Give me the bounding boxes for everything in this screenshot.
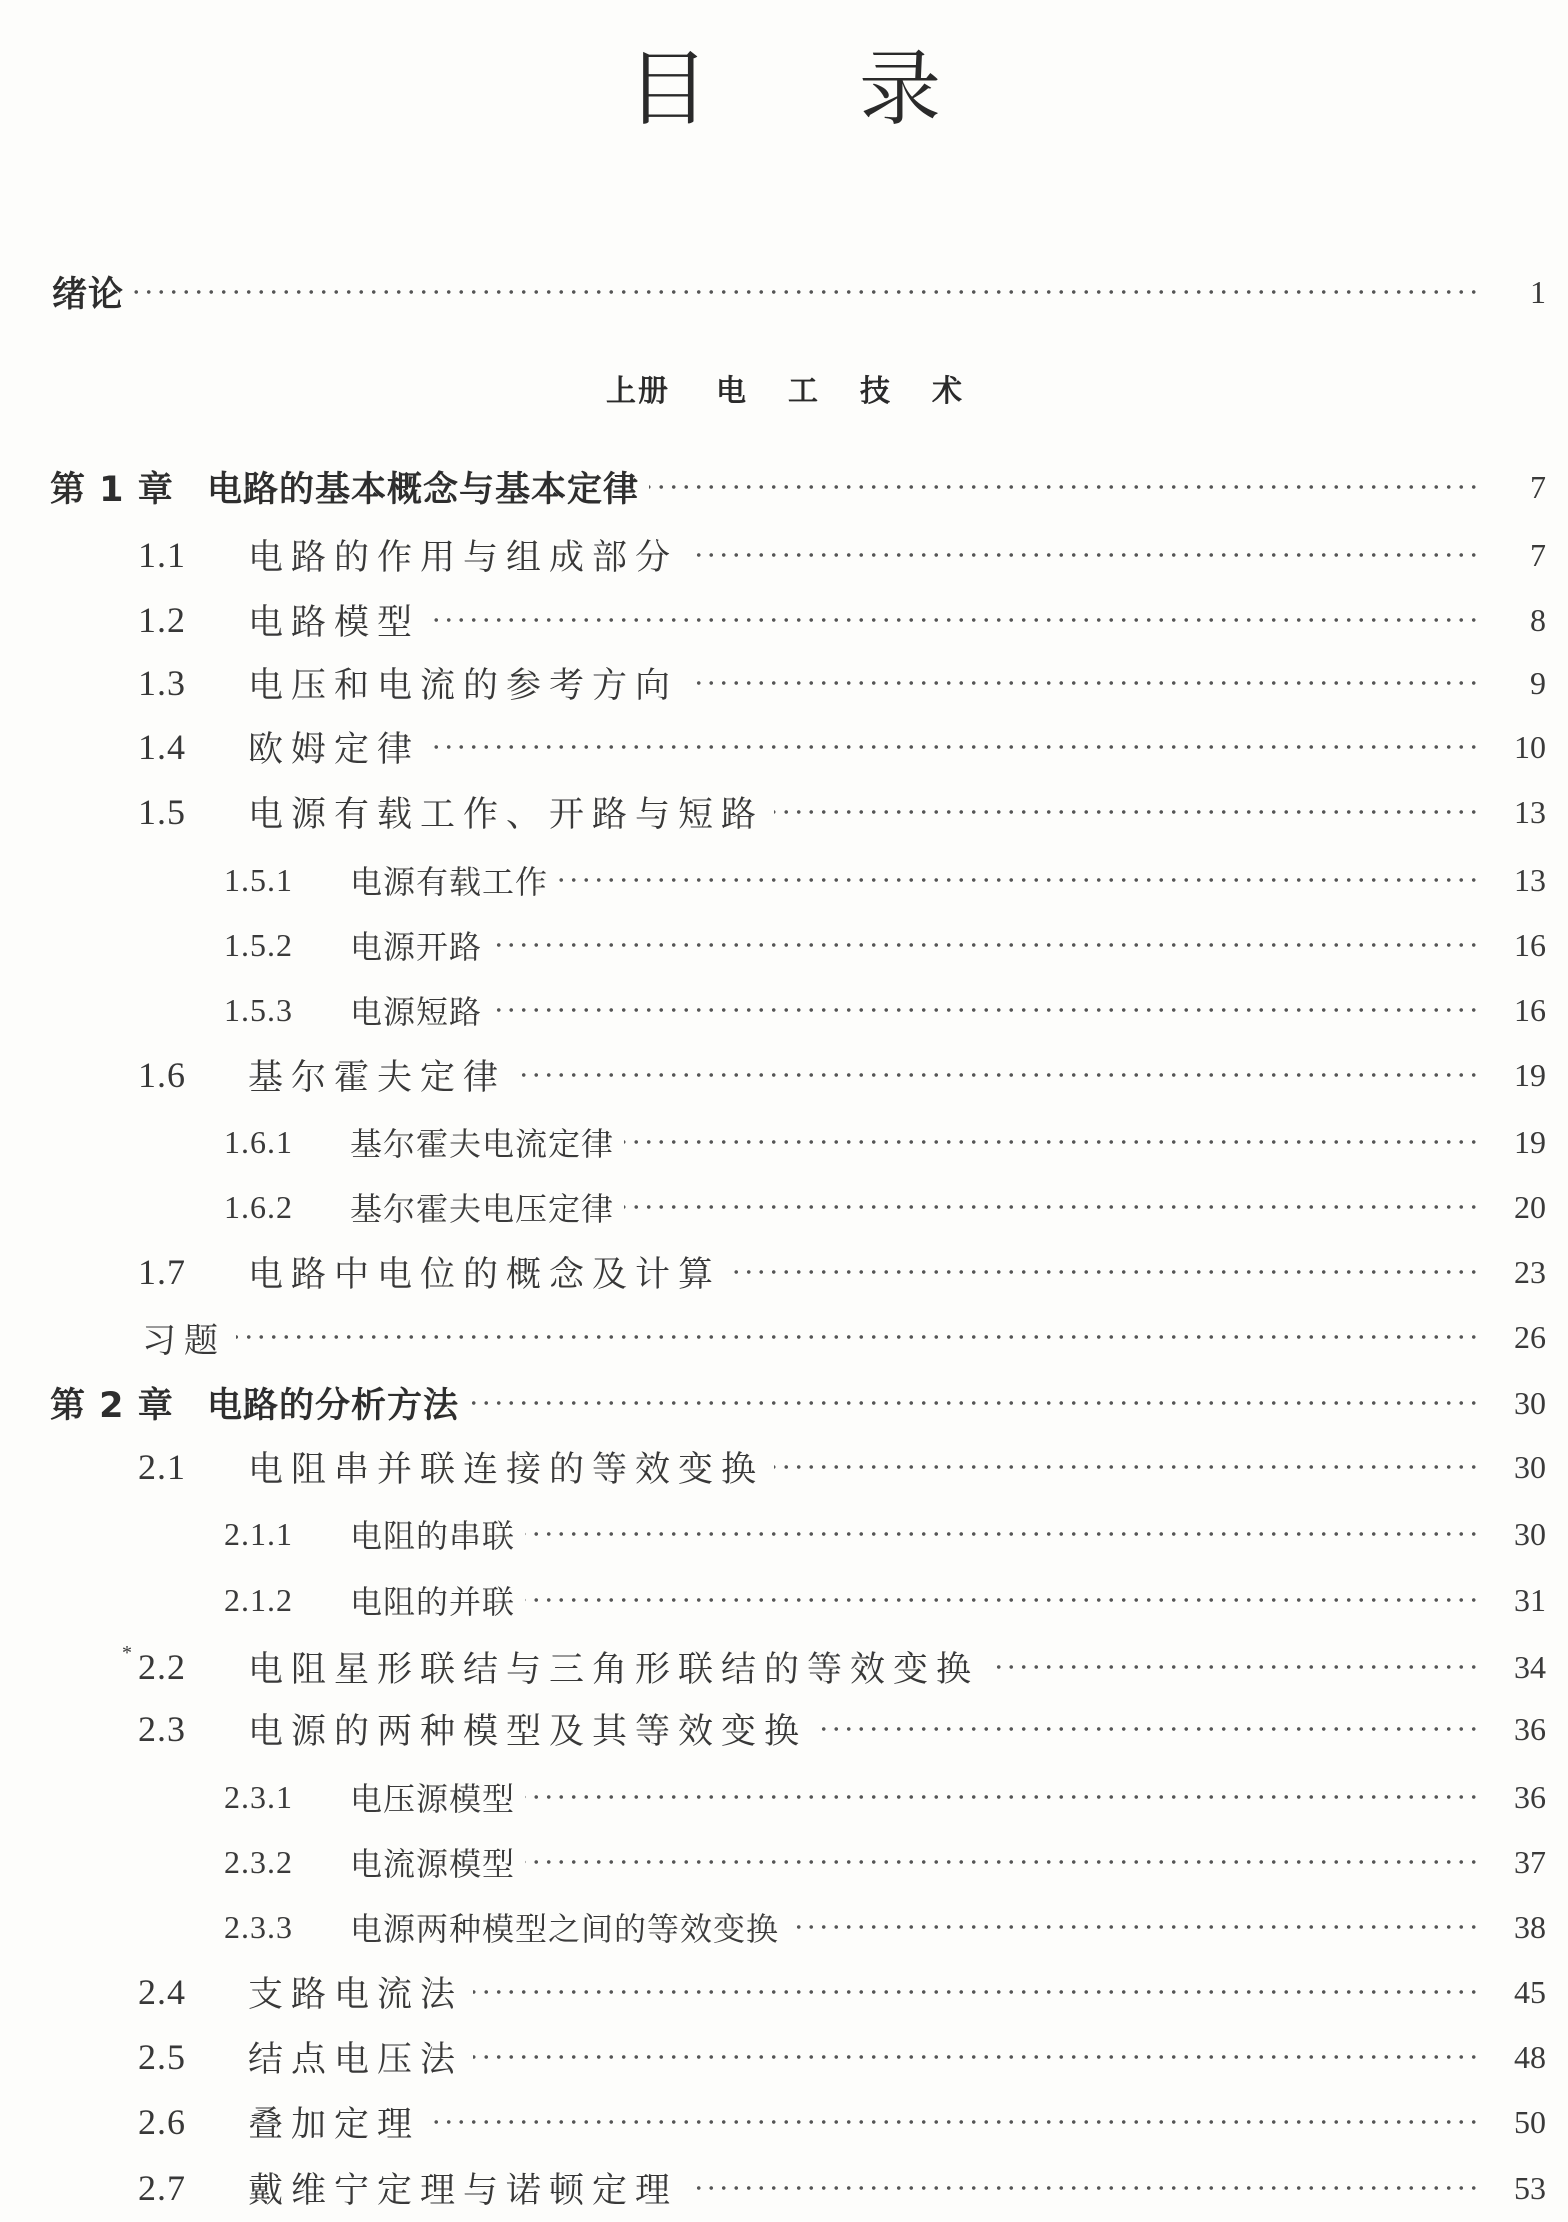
section-number: 2.5: [138, 2037, 186, 2077]
toc-entry-subsection-1-5-3[interactable]: [0, 985, 1568, 1035]
section-title: 电路的作用与组成部分: [248, 538, 679, 578]
subsection-number: 2.3.2: [224, 1843, 293, 1880]
page-number: 26: [1514, 1318, 1546, 1355]
section-number: 1.7: [138, 1252, 186, 1292]
section-title: 电压和电流的参考方向: [248, 666, 679, 706]
part-heading: [0, 366, 1568, 410]
page-number: 7: [1530, 468, 1546, 505]
toc-entry-section-2-3[interactable]: [0, 1704, 1568, 1754]
page-number: 10: [1514, 728, 1546, 765]
optional-section-marker: *: [122, 1642, 133, 1664]
volume-label: 上册: [606, 374, 670, 409]
section-title: 戴维宁定理与诺顿定理: [248, 2171, 679, 2211]
toc-entry-subsection-2-3-3[interactable]: [0, 1902, 1568, 1952]
section-title: 电阻星形联结与三角形联结的等效变换: [248, 1650, 980, 1690]
toc-entry-section-1-5[interactable]: [0, 787, 1568, 837]
page-number: 30: [1514, 1515, 1546, 1552]
subsection-number: 2.1.1: [224, 1515, 293, 1552]
dot-leader: [469, 1401, 1480, 1405]
page-number: 53: [1514, 2169, 1546, 2206]
toc-entry-subsection-1-6-1[interactable]: [0, 1117, 1568, 1167]
subsection-title: 基尔霍夫电流定律: [350, 1125, 615, 1163]
page-number: 20: [1514, 1188, 1546, 1225]
page-number: 7: [1530, 536, 1546, 573]
page-number: 19: [1514, 1123, 1546, 1160]
section-title: 电源的两种模型及其等效变换: [248, 1712, 808, 1752]
section-number: 2.3: [138, 1709, 186, 1749]
dot-leader: [430, 2120, 1480, 2124]
page-number: 36: [1514, 1710, 1546, 1747]
section-number: 1.5: [138, 792, 186, 832]
dot-leader: [989, 1665, 1480, 1669]
dot-leader: [624, 1140, 1480, 1144]
toc-entry-chapter-1[interactable]: [0, 462, 1568, 512]
dot-leader: [473, 2055, 1480, 2059]
chapter-number: 第 1 章: [50, 470, 174, 510]
subsection-number: 1.6.1: [224, 1123, 293, 1160]
dot-leader: [688, 553, 1480, 557]
dot-leader: [492, 943, 1480, 947]
dot-leader: [430, 618, 1480, 622]
toc-entry-chapter-2[interactable]: [0, 1378, 1568, 1428]
section-title: 电路模型: [248, 603, 421, 643]
toc-entry-intro[interactable]: [0, 267, 1568, 317]
subsection-title: 基尔霍夫电压定律: [350, 1190, 615, 1228]
subsection-number: 2.1.2: [224, 1581, 293, 1618]
title-char-1: 目: [626, 42, 709, 137]
page-number: 23: [1514, 1253, 1546, 1290]
toc-entry-section-2-7[interactable]: [0, 2163, 1568, 2213]
section-title: 支路电流法: [248, 1975, 464, 2015]
toc-entry-subsection-2-1-2[interactable]: [0, 1575, 1568, 1625]
subsection-number: 1.5.3: [224, 991, 293, 1028]
toc-entry-section-2-5[interactable]: [0, 2032, 1568, 2082]
toc-entry-section-1-2[interactable]: [0, 595, 1568, 645]
dot-leader: [649, 485, 1480, 489]
page-number: 50: [1514, 2103, 1546, 2140]
toc-entry-section-1-3[interactable]: [0, 658, 1568, 708]
page-number: 36: [1514, 1778, 1546, 1815]
subsection-title: 电源短路: [350, 993, 483, 1031]
dot-leader: [525, 1795, 1480, 1799]
toc-entry-section-2-2[interactable]: [0, 1642, 1568, 1692]
dot-leader: [525, 1860, 1480, 1864]
page-title: [0, 40, 1568, 140]
toc-entry-section-1-7[interactable]: [0, 1247, 1568, 1297]
toc-entry-subsection-1-6-2[interactable]: [0, 1182, 1568, 1232]
dot-leader: [774, 810, 1480, 814]
section-title: 叠加定理: [248, 2105, 421, 2145]
toc-entry-subsection-1-5-2[interactable]: [0, 920, 1568, 970]
subsection-number: 1.6.2: [224, 1188, 293, 1225]
toc-entry-exercises-ch1[interactable]: [0, 1312, 1568, 1362]
toc-entry-section-2-6[interactable]: [0, 2097, 1568, 2147]
page-number: 16: [1514, 991, 1546, 1028]
subsection-title: 电压源模型: [350, 1780, 516, 1818]
section-title: 电源有载工作、开路与短路: [248, 795, 765, 835]
subsection-number: 2.3.3: [224, 1908, 293, 1945]
section-number: 2.2: [138, 1647, 186, 1687]
section-number: 1.3: [138, 663, 186, 703]
page-number: 13: [1514, 861, 1546, 898]
toc-entry-section-1-1[interactable]: [0, 530, 1568, 580]
toc-entry-section-2-4[interactable]: [0, 1967, 1568, 2017]
page-number: 13: [1514, 793, 1546, 830]
page-number: 30: [1514, 1448, 1546, 1485]
dot-leader: [789, 1925, 1480, 1929]
chapter-title: 电路的分析方法: [207, 1386, 460, 1426]
dot-leader: [236, 1335, 1480, 1339]
toc-entry-subsection-2-1-1[interactable]: [0, 1509, 1568, 1559]
dot-leader: [492, 1008, 1480, 1012]
subsection-title: 电源有载工作: [350, 863, 549, 901]
subsection-title: 电源开路: [350, 928, 483, 966]
toc-entry-section-2-1[interactable]: [0, 1442, 1568, 1492]
section-title: 电阻串并联连接的等效变换: [248, 1450, 765, 1490]
dot-leader: [430, 745, 1480, 749]
section-number: 2.6: [138, 2102, 186, 2142]
subsection-number: 1.5.2: [224, 926, 293, 963]
dot-leader: [688, 2186, 1480, 2190]
dot-leader: [525, 1532, 1480, 1536]
page-number: 48: [1514, 2038, 1546, 2075]
subsection-number: 1.5.1: [224, 861, 293, 898]
page-number: 30: [1514, 1384, 1546, 1421]
toc-entry-subsection-1-5-1[interactable]: [0, 855, 1568, 905]
dot-leader: [774, 1465, 1480, 1469]
exercises-title: 习题: [142, 1320, 226, 1361]
toc-entry-subsection-2-3-2[interactable]: [0, 1837, 1568, 1887]
section-title: 欧姆定律: [248, 730, 421, 770]
section-number: 1.6: [138, 1055, 186, 1095]
subsection-number: 2.3.1: [224, 1778, 293, 1815]
page-number: 8: [1530, 601, 1546, 638]
page-number: 31: [1514, 1581, 1546, 1618]
page-number: 38: [1514, 1908, 1546, 1945]
section-number: 2.4: [138, 1972, 186, 2012]
dot-leader: [516, 1073, 1480, 1077]
dot-leader: [134, 290, 1480, 294]
subsection-title: 电阻的并联: [350, 1583, 516, 1621]
subject-label: 电工技术: [716, 374, 1004, 409]
section-number: 2.7: [138, 2168, 186, 2208]
section-title: 结点电压法: [248, 2040, 464, 2080]
page-number: 37: [1514, 1843, 1546, 1880]
page-number: 34: [1514, 1648, 1546, 1685]
section-number: 1.4: [138, 727, 186, 767]
toc-entry-section-1-4[interactable]: [0, 722, 1568, 772]
dot-leader: [731, 1270, 1480, 1274]
subsection-title: 电流源模型: [350, 1845, 516, 1883]
page-number: 19: [1514, 1056, 1546, 1093]
dot-leader: [817, 1727, 1480, 1731]
section-number: 2.1: [138, 1447, 186, 1487]
section-number: 1.1: [138, 535, 186, 575]
dot-leader: [624, 1205, 1480, 1209]
dot-leader: [525, 1598, 1480, 1602]
toc-entry-subsection-2-3-1[interactable]: [0, 1772, 1568, 1822]
subsection-title: 电阻的串联: [350, 1517, 516, 1555]
page-number: 16: [1514, 926, 1546, 963]
page-number: 45: [1514, 1973, 1546, 2010]
page-number: 9: [1530, 664, 1546, 701]
dot-leader: [558, 878, 1480, 882]
dot-leader: [473, 1990, 1480, 1994]
page-number: 1: [1530, 273, 1546, 310]
section-number: 1.2: [138, 600, 186, 640]
section-title: 电路中电位的概念及计算: [248, 1255, 722, 1295]
dot-leader: [688, 681, 1480, 685]
title-char-2: 录: [859, 42, 942, 137]
entry-title: 绪论: [52, 275, 125, 315]
chapter-title: 电路的基本概念与基本定律: [207, 470, 640, 510]
section-title: 基尔霍夫定律: [248, 1058, 507, 1098]
toc-entry-section-1-6[interactable]: [0, 1050, 1568, 1100]
chapter-number: 第 2 章: [50, 1386, 174, 1426]
subsection-title: 电源两种模型之间的等效变换: [350, 1910, 780, 1948]
